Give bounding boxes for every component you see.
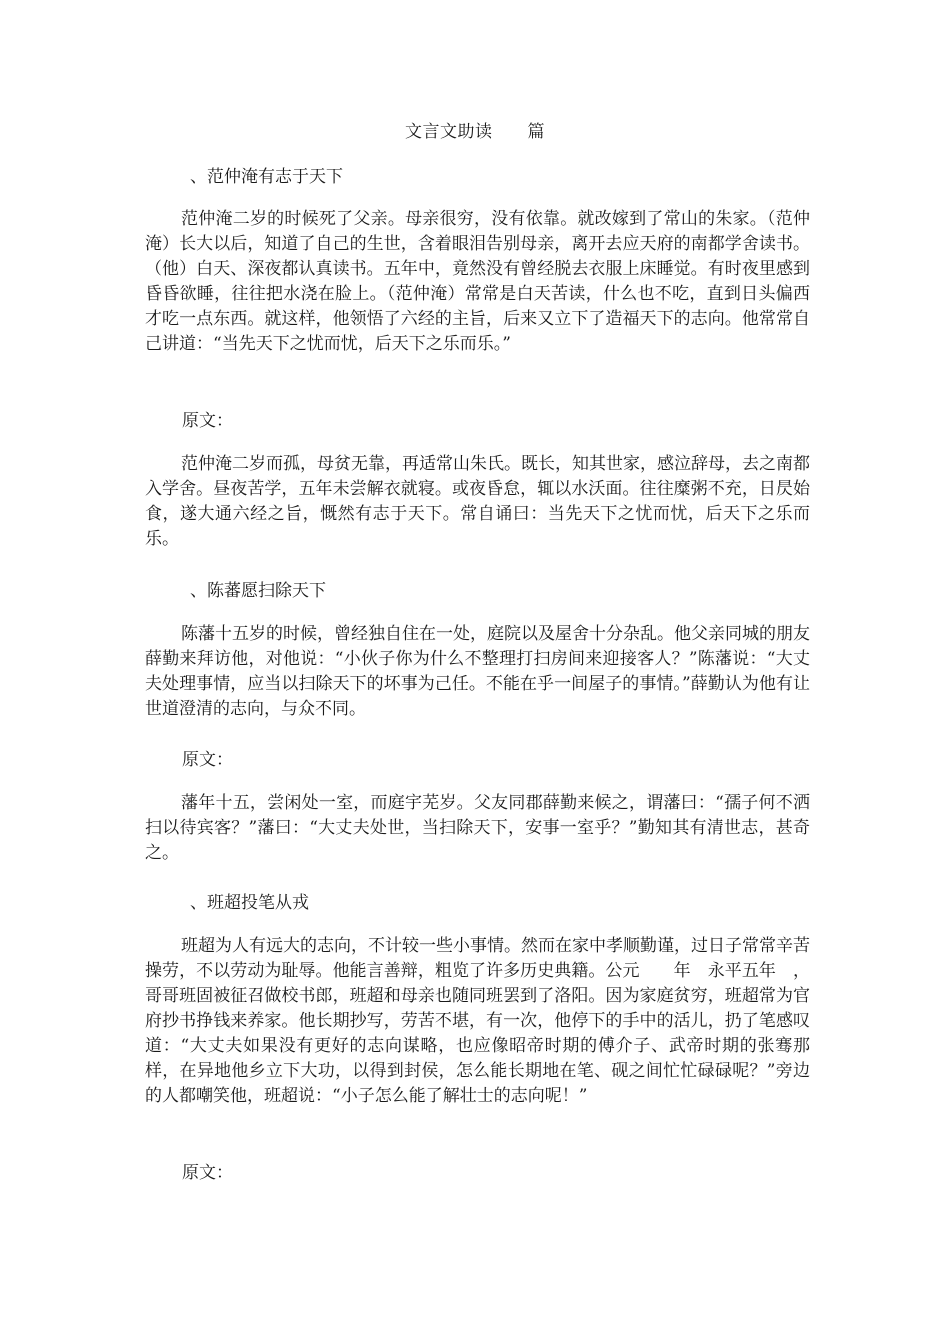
document-title: 文言文助读 篇 [405,122,545,142]
original-paragraph-chen-fan: 藩年十五，尝闲处一室，而庭宇芜岁。父友同郡薛勤来候之，谓藩曰：“孺子何不洒扫以待宾客？”藩曰：“大丈夫处世，当扫除天下，安事一室乎？”勤知其有清世志，甚奇之。 [145,793,810,863]
original-label-ban-chao: 原文： [182,1163,233,1183]
section-heading-fan-zhongyan: 、范仲淹有志于天下 [190,167,343,187]
section-heading-ban-chao: 、班超投笔从戎 [190,893,309,913]
translation-paragraph-chen-fan: 陈藩十五岁的时候，曾经独自住在一处，庭院以及屋舍十分杂乱。他父亲同城的朋友薛勤来拜访他，对他说：“小伙子你为什么不整理打扫房间来迎接客人？”陈藩说：“大丈夫处理事情，应当以扫除天下的坏事为己任。不能在乎一间屋子的事情。”薛勤认为他有让世道澄清的志向，与众不同。 [145,624,810,719]
original-paragraph-fan-zhongyan: 范仲淹二岁而孤，母贫无靠，再适常山朱氏。既长，知其世家，感泣辞母，去之南都入学舍。昼夜苦学，五年未尝解衣就寝。或夜昏怠，辄以水沃面。往往糜粥不充，日昃始食，遂大通六经之旨，慨然有志于天下。常自诵曰：当先天下之忧而忧，后天下之乐而乐。 [145,454,810,549]
translation-paragraph-fan-zhongyan: 范仲淹二岁的时候死了父亲。母亲很穷，没有依靠。就改嫁到了常山的朱家。（范仲淹）长大以后，知道了自己的生世，含着眼泪告别母亲，离开去应天府的南都学舍读书。（他）白天、深夜都认真读书。五年中，竟然没有曾经脱去衣服上床睡觉。有时夜里感到昏昏欲睡，往往把水浇在脸上。（范仲淹）常常是白天苦读，什么也不吃，直到日头偏西才吃一点东西。就这样，他领悟了六经的主旨，后来又立下了造福天下的志向。他常常自己讲道：“当先天下之忧而忧，后天下之乐而乐。” [145,209,810,354]
translation-paragraph-ban-chao: 班超为人有远大的志向，不计较一些小事情。然而在家中孝顺勤谨，过日子常常辛苦操劳，不以劳动为耻辱。他能言善辩，粗览了许多历史典籍。公元 年 永平五年 ，哥哥班固被征召做校书郎，班超和母亲也随同班罢到了洛阳。因为家庭贫穷，班超常为官府抄书挣钱来养家。他长期抄写，劳苦不堪，有一次，他停下的手中的活儿，扔了笔感叹道：“大丈夫如果没有更好的志向谋略，也应像昭帝时期的傅介子、武帝时期的张骞那样，在异地他乡立下大功，以得到封侯，怎么能长期地在笔、砚之间忙忙碌碌呢？”旁边的人都嘲笑他，班超说：“小子怎么能了解壮士的志向呢！” [145,936,810,1106]
original-label-chen-fan: 原文： [182,750,233,770]
section-heading-chen-fan: 、陈蕃愿扫除天下 [190,581,326,601]
original-label-fan-zhongyan: 原文： [182,411,233,431]
